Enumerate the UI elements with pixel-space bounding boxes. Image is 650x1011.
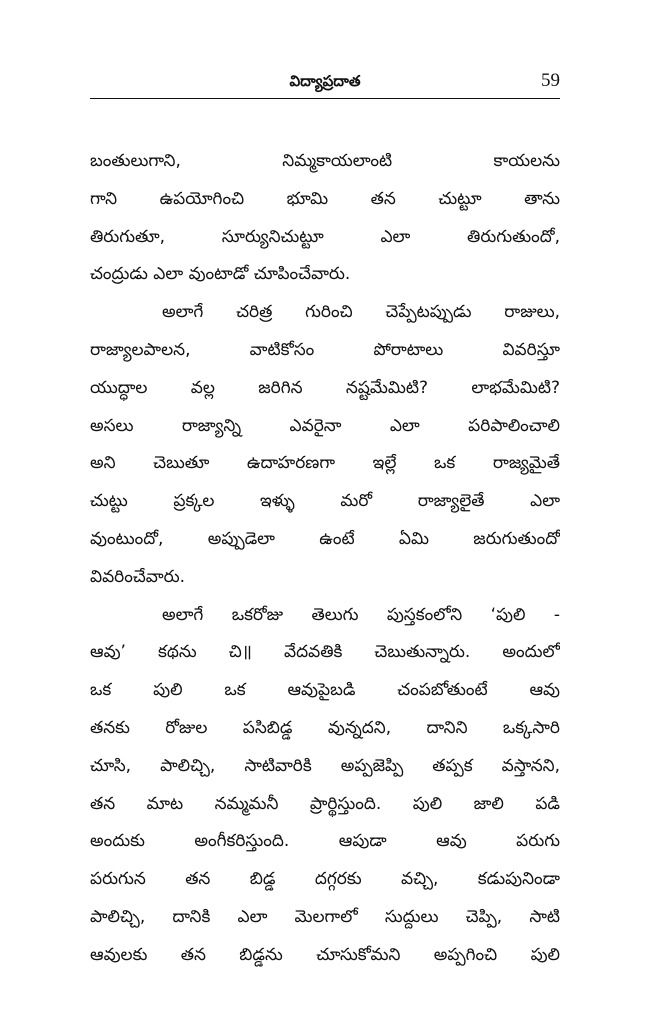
text-line: పాలిచ్చి, దానికి ఎలా మెలగాలో సుద్దులు చెప్పి, సాటి [90, 906, 560, 927]
text-line: ఆవులకు తన బిడ్డను చూసుకోమని అప్పగించి పులి [90, 944, 560, 965]
text-line: అని చెబుతూ ఉదాహరణగా ఇల్లే ఒక రాజ్యమైతే [90, 453, 560, 474]
text-line: వివరించేవారు. [90, 566, 185, 587]
text-line: అందుకు అంగీకరిస్తుంది. ఆపుడా ఆవు పరుగు [90, 831, 560, 852]
paragraph-start-line: అలాగే చరిత్ర గురించి చెప్పేటప్పుడు రాజులు, [162, 302, 560, 323]
text-line: ఒక పులి ఒక ఆవుపైబడి చంపబోతుంటే ఆవు [90, 680, 560, 701]
text-line: గాని ఉపయోగించి భూమి తన చుట్టూ తాను [90, 188, 560, 209]
text-line: తన మాట నమ్మమనీ ప్రార్థిస్తుంది. పులి జాలి పడి [90, 793, 560, 814]
text-line: చూసి, పాలిచ్చి, సాటివారికి అప్పజెప్పి తప్పక వస్తానని, [90, 755, 560, 776]
text-line: ఆవు’ కథను చి॥ వేదవతికి చెబుతున్నారు. అందులో [90, 642, 560, 663]
text-line: బంతులుగాని, నిమ్మకాయలాంటి కాయలను [90, 151, 560, 171]
text-line: రాజ్యాలపాలన, వాటికోసం పోరాటాలు వివరిస్తూ [90, 339, 560, 360]
page-body [90, 143, 560, 975]
text-line: చంద్రుడు ఎలా వుంటాడో చూపించేవారు. [90, 264, 351, 285]
text-line: అసలు రాజ్యాన్ని ఎవరైనా ఎలా పరిపాలించాలి [90, 415, 560, 436]
header-divider [90, 98, 560, 99]
text-line: తనకు రోజుల పసిబిడ్డ వున్నదని, దానిని ఒక్కసారి [90, 717, 560, 738]
text-line: యుద్ధాల వల్ల జరిగిన నష్టమేమిటి? లాభమేమిటి? [90, 377, 560, 398]
book-title: విద్యాప్రదాత [289, 72, 361, 90]
paragraph-start-line: అలాగే ఒకరోజు తెలుగు పుస్తకంలోని ‘పులి - [162, 604, 560, 625]
page-number: 59 [541, 70, 560, 91]
running-header [90, 70, 560, 104]
text-line: పరుగున తన బిడ్డ దగ్గరకు వచ్చి, కడుపునిండా [90, 869, 560, 890]
text-line: తిరుగుతూ, సూర్యునిచుట్టూ ఎలా తిరుగుతుందో, [90, 226, 560, 247]
text-line: చుట్టు ప్రక్కల ఇళ్ళు మరో రాజ్యాలైతే ఎలా [90, 491, 560, 512]
text-line: వుంటుందో, అప్పుడెలా ఉంటే ఏమి జరుగుతుందో [90, 528, 560, 549]
